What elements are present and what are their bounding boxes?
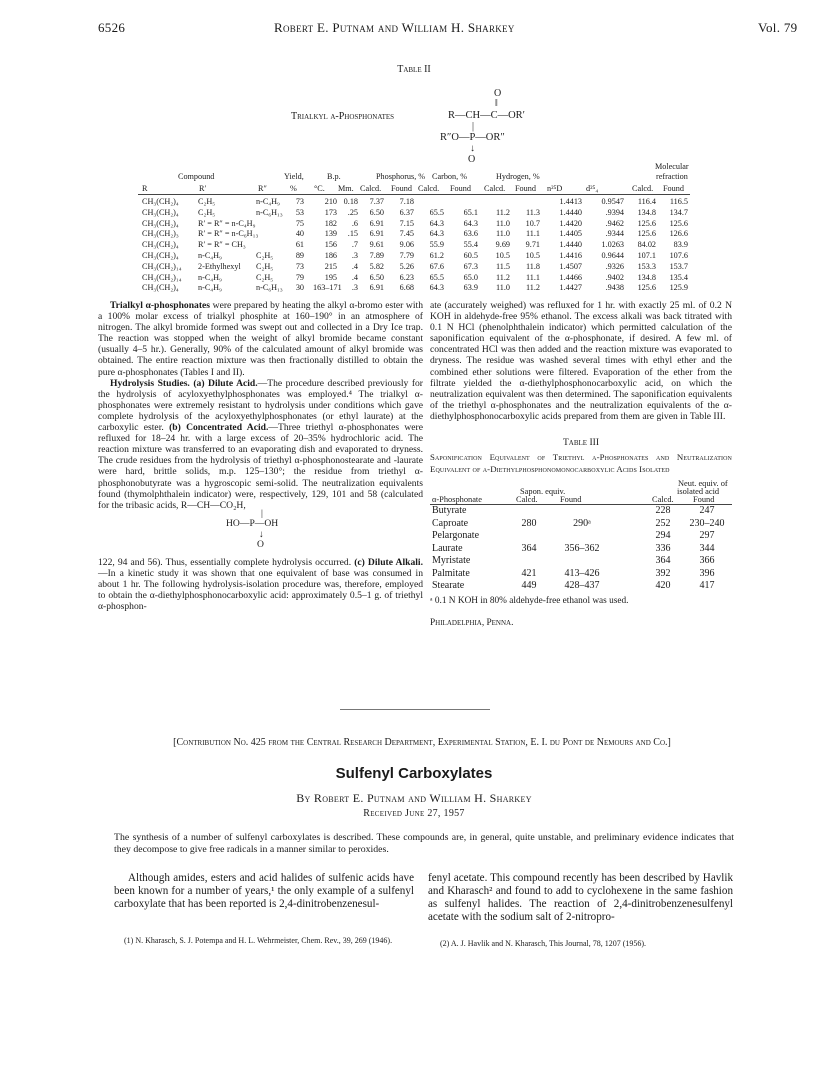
table-cell: 215 [324, 261, 337, 271]
header-neut2: isolated acid [677, 487, 720, 497]
table-cell: .4 [351, 261, 358, 271]
header-bp: B.p. [327, 172, 341, 181]
table3-caption: Saponification Equivalent of Triethyl α-Phosphonates and Neutralization Equivalent of α-Diethylphosphonomonocarboxylic Acids Isolated [430, 452, 732, 475]
table-cell: 1.4440 [559, 240, 582, 250]
table-cell: 64.3 [429, 283, 444, 293]
section-divider [340, 709, 490, 710]
header-mr-calcd: Calcd. [632, 184, 654, 193]
table-cell: 135.4 [669, 272, 688, 282]
table-cell: 10.5 [495, 250, 510, 260]
table-cell: 79 [295, 272, 304, 282]
location: Philadelphia, Penna. [430, 617, 514, 628]
header-yield: Yield, [284, 172, 304, 181]
table-cell: CH₃(CH₂)₄ [142, 197, 179, 206]
table-cell: R′ = R″ = n-C₆H₁₃ [198, 229, 259, 239]
table-cell: 6.91 [369, 218, 384, 228]
table-cell: 83.9 [673, 240, 688, 250]
table-cell: 156 [324, 240, 337, 250]
table-cell: 0.9644 [601, 250, 624, 260]
received-date: Received June 27, 1957 [363, 808, 465, 819]
table-cell: 134.7 [669, 207, 688, 217]
table-cell: 65.0 [463, 272, 478, 282]
table-cell: 9.71 [525, 240, 540, 250]
paragraph-head: Hydrolysis Studies. [110, 377, 190, 389]
table-cell: 63.9 [463, 283, 478, 293]
header-neut-calcd: Calcd. [652, 495, 674, 505]
table-cell: 134.8 [637, 207, 656, 217]
table-cell: .25 [347, 207, 358, 217]
header-mr-mid: refraction [656, 172, 688, 181]
table-cell: 30 [295, 283, 304, 293]
table-cell: 392 [655, 567, 671, 579]
paragraph-text: —Three triethyl α-phosphonates were refluxed for 18–24 hr. with a large excess of 20–35% hydrochloric acid. The reaction mixture was transferred to an evaporating dish and evaporated to dryness. The crude residues from the hydrolysis of triethyl α-phosphonostearate and -laurate were hard, brittle solids, m.p. 125–130°; the residue from triethyl α-phosphonobutyrate was a hygroscopic semi-solid. The neutralization equivalents found (thymolphthalein indicator) were, respectively, 129, 101 and 58 (calculated for the tribasic acids, R—CH—CO₂H, [98, 422, 423, 511]
table-cell: 11.5 [495, 261, 510, 271]
table-cell: 9.61 [369, 240, 384, 250]
table-cell: .9326 [605, 261, 624, 271]
table-cell: 84.02 [637, 240, 656, 250]
table-cell: .3 [351, 250, 358, 260]
header-h-calcd: Calcd. [484, 184, 506, 193]
inline-formula [98, 507, 423, 557]
formula-line: HO—P—OH [226, 517, 279, 529]
table-cell: 252 [655, 517, 671, 529]
running-title: Robert E. Putnam and William H. Sharkey [274, 20, 515, 35]
table-cell: 55.4 [463, 240, 478, 250]
table-cell: .9394 [605, 207, 624, 217]
table-cell: .9438 [605, 283, 624, 293]
table-row [138, 251, 690, 262]
table-cell: n-C₄H₉ [198, 272, 222, 282]
table-cell: Caproate [432, 517, 469, 529]
table-cell: 247 [699, 505, 715, 517]
article-authors: By Robert E. Putnam and William H. Sharkey [296, 791, 532, 805]
table-cell: 421 [521, 567, 537, 579]
table-cell: 11.2 [525, 283, 540, 293]
table-cell: C₂H₅ [198, 197, 216, 206]
table-cell: 9.69 [495, 240, 510, 250]
table-cell: 396 [699, 567, 715, 579]
table-cell: 5.26 [399, 261, 414, 271]
table-cell: Myristate [432, 555, 471, 567]
table-cell: 7.37 [369, 197, 384, 206]
table-cell: 230–240 [689, 517, 725, 529]
table3-footnote: ᵃ 0.1 N KOH in 80% aldehyde-free ethanol was used. [430, 595, 629, 606]
header-r: R [142, 184, 148, 193]
left-column [98, 300, 423, 612]
table-cell: 1.4440 [559, 207, 582, 217]
table-cell: 210 [324, 197, 337, 206]
header-nd: n²⁵D [547, 184, 563, 193]
table-cell: 7.89 [369, 250, 384, 260]
table-row [430, 530, 732, 543]
table-cell: 10.7 [525, 218, 540, 228]
table-cell: 116.4 [637, 197, 656, 206]
table-cell: 290ᵃ [573, 517, 591, 529]
table-cell: 7.15 [399, 218, 414, 228]
table-cell: n-C₄H₉ [256, 197, 280, 206]
table-cell: 11.2 [495, 272, 510, 282]
table-cell: R′ = R″ = CH₃ [198, 240, 246, 250]
table-cell: Laurate [432, 542, 463, 554]
table-cell: 75 [295, 218, 304, 228]
table-cell: 134.8 [637, 272, 656, 282]
table-cell: 6.50 [369, 207, 384, 217]
table-cell: 153.3 [637, 261, 656, 271]
table-cell: 1.4427 [559, 283, 582, 293]
header-phosphorus: Phosphorus, % [376, 172, 426, 181]
formula-line2: R″O—P—OR″ [440, 132, 505, 143]
table-cell: 195 [324, 272, 337, 282]
table-row [430, 543, 732, 556]
table-cell: C₂H₅ [198, 207, 216, 217]
table-cell: 0.9547 [601, 197, 624, 206]
table-cell: 7.45 [399, 229, 414, 239]
table-cell: 55.9 [429, 240, 444, 250]
table-cell: 297 [699, 530, 715, 542]
table2-body [138, 197, 690, 294]
table-row [138, 273, 690, 284]
paragraph-text: were prepared by heating the alkyl α-bromo ester with a 100% molar excess of trialkyl phosphite at 160–190° in an atmosphere of nitrogen. The alkyl bromide formed was swept out and collected in a Dry Ice trap. The reaction was stopped when the weight of alkyl bromide became constant (usually 4–5 hr.). Generally, 90% of the calculated amount of alkyl bromide was obtained. The entire reaction mixture was then fractionally distilled to obtain the pure α-phosphonates (Tables I and II). [98, 300, 423, 378]
table-cell: 61 [295, 240, 304, 250]
table-cell: 428–437 [564, 580, 600, 592]
table-row [138, 262, 690, 273]
table3-body [430, 505, 732, 593]
subhead-dilute-alkali: (c) Dilute Alkali. [354, 556, 423, 568]
table-cell: 11.1 [525, 272, 540, 282]
formula-arrow: ↓ [259, 528, 264, 540]
table-cell: 11.3 [525, 207, 540, 217]
header-compound: Compound [178, 172, 215, 181]
table-cell: CH₃(CH₂)₁₄ [142, 272, 182, 282]
contribution-note: [Contribution No. 425 from the Central Research Department, Experimental Station, E. I. du Pont de Nemours and Co.] [173, 737, 671, 748]
right-column [430, 300, 732, 628]
table-cell: CH₃(CH₂)₄ [142, 250, 179, 260]
table-cell: 294 [655, 530, 671, 542]
header-r2: R″ [258, 184, 267, 193]
header-c-calcd: Calcd. [418, 184, 440, 193]
header-sapon-found: Found [560, 495, 582, 505]
table-cell: CH₃(CH₂)₄ [142, 207, 179, 217]
page-number: 6526 [98, 20, 126, 35]
table-cell: 11.0 [495, 283, 510, 293]
header-neut-found: Found [693, 495, 715, 505]
table-cell: .9402 [605, 272, 624, 282]
table-cell: Pelargonate [432, 530, 480, 542]
table-row [138, 208, 690, 219]
table-cell: 6.37 [399, 207, 414, 217]
volume-number: Vol. 79 [758, 20, 798, 35]
table2-caption: Trialkyl α-Phosphonates [291, 111, 395, 122]
table-cell: 60.5 [463, 250, 478, 260]
header-sapon: Sapon. equiv. [520, 487, 566, 497]
table-cell: 64.3 [463, 218, 478, 228]
article-title: Sulfenyl Carboxylates [335, 765, 493, 782]
table-row [138, 283, 690, 294]
table-row [430, 580, 732, 593]
footnote-1: (1) N. Kharasch, S. J. Potempa and H. L. Wehrmeister, Chem. Rev., 39, 269 (1946). [124, 936, 393, 945]
table-cell: 125.6 [637, 218, 656, 228]
table-row [430, 555, 732, 568]
header-sapon-calcd: Calcd. [516, 495, 538, 505]
formula-oxygen-bottom: O [468, 154, 476, 165]
table-cell: 1.4413 [559, 197, 582, 206]
paragraph-saponification: ate (accurately weighed) was refluxed for 1 hr. with exactly 25 ml. of 0.2 N KOH in aldehyde-free 95% ethanol. The excess alkali was back titrated with 0.1 N HCl (phenolphthalein indicator) which permitted calculation of the saponification equivalent of the α-phosphonate, if desired. A few ml. of concentrated HCl was then added and the reaction mixture was evaporated to dryness. The residue was washed several times with ethyl ether and the combined ether solutions were filtered. Evaporation of the ether from the filtrate yielded the α-diethylphosphonocarboxylic acid, on which the neutralization equivalent was then determined. The saponification equivalents of the triethyl α-phosphonates and the neutralization equivalents of the α-diethylphosphonocarboxylic acids prepared from them are given in Table III. [430, 300, 732, 422]
table-cell: Palmitate [432, 567, 470, 579]
table-cell: 107.6 [669, 250, 688, 260]
body-right: fenyl acetate. This compound recently has been described by Havlik and Kharasch² and found to add to cyclohexene in the same fashion as sulfenyl halides. The reaction of 2,4-dinitrobenzenesulfenyl acetate with the sodium salt of 2-nitropro- [428, 872, 733, 923]
paragraph-text: —The procedure described previously for the hydrolysis of acyloxyethylphosphonates was employed.⁴ The trialkyl α-phosphonates were extremely resistant to hydrolysis under conditions which gave complete hydrolysis of the acyloxyethylphosphonates (or ethyl laurate) at the carboxylic ester. [98, 377, 424, 434]
table-cell: 139 [324, 229, 337, 239]
table-row [430, 518, 732, 531]
table-cell: 10.5 [525, 250, 540, 260]
table-row [138, 229, 690, 240]
table-cell: 344 [699, 542, 715, 554]
table-cell: 53 [295, 207, 304, 217]
table-cell: 280 [521, 517, 537, 529]
table-cell: n-C₄H₉ [198, 250, 222, 260]
table-cell: 73 [295, 261, 304, 271]
table-cell: 67.3 [463, 261, 478, 271]
footnote-2: (2) A. J. Havlik and N. Kharasch, This Journal, 78, 1207 (1956). [440, 939, 647, 948]
table-cell: 7.79 [399, 250, 414, 260]
body-left: Although amides, esters and acid halides of sulfenic acids have been known for a number of years,¹ the only example of a sulfenyl carboxylate that has been reported is 2,4-dinitrobenzenesul- [114, 872, 414, 910]
table-cell: 116.5 [669, 197, 688, 206]
paragraph-head: Trialkyl α-phosphonates [110, 300, 211, 311]
table-cell: 9.06 [399, 240, 414, 250]
table-cell: 65.5 [429, 272, 444, 282]
table-cell: 2-Ethylhexyl [198, 261, 241, 271]
table-cell: 6.91 [369, 283, 384, 293]
table-cell: .3 [351, 283, 358, 293]
table-cell: CH₃(CH₂)₁₄ [142, 261, 182, 271]
table-cell: 125.6 [637, 229, 656, 239]
formula-oxygen: O [257, 538, 264, 550]
table-cell: 40 [295, 229, 304, 239]
table3-label: Table III [562, 437, 600, 449]
header-carbon: Carbon, % [432, 172, 468, 181]
header-d: d²⁵₄ [586, 184, 599, 193]
table-cell: .6 [351, 218, 358, 228]
table-cell: 228 [655, 505, 671, 517]
formula-bar: | [261, 507, 263, 519]
paragraph-text: 122, 94 and 56). Thus, essentially complete hydrolysis occurred. [98, 556, 352, 568]
table-cell: CH₃(CH₂)₄ [142, 240, 179, 250]
table-cell: 1.0263 [601, 240, 624, 250]
header-r1: R′ [199, 184, 207, 193]
table-cell: R′ = R″ = n-C₄H₉ [198, 218, 256, 228]
table-cell: 11.2 [495, 207, 510, 217]
table-cell: 186 [324, 250, 337, 260]
header-bp-c: °C. [314, 184, 325, 193]
formula-line1: R—CH—C—OR′ [448, 110, 525, 121]
table-cell: n-C₆H₁₃ [256, 207, 283, 217]
table-cell: 417 [699, 580, 715, 592]
table-cell: 73 [295, 197, 304, 206]
table-cell: 364 [655, 555, 671, 567]
table-cell: C₂H₅ [256, 261, 274, 271]
paragraph-hydrolysis-cont [98, 557, 423, 612]
table-cell: 126.6 [669, 229, 688, 239]
table-cell: .4 [351, 272, 358, 282]
subhead-dilute-acid: (a) Dilute Acid. [193, 377, 258, 389]
paragraph-text: —In a kinetic study it was shown that one equivalent of base was consumed in about 1 hr. The following hydrolysis-isolation procedure was, therefore, employed to obtain the α-diethylphosphonocarboxylic acid: approximately 0.5–1 g. of triethyl α-phosphon- [98, 567, 423, 613]
abstract: The synthesis of a number of sulfenyl carboxylates is described. These compounds are, in general, quite unstable, and preliminary evidence indicates that they decompose to give free radicals in a manner similar to peroxides. [114, 832, 734, 855]
table-cell: .9344 [605, 229, 624, 239]
table-cell: CH₃(CH₂)₃ [142, 229, 179, 239]
table-cell: 413–426 [564, 567, 600, 579]
table-cell: 420 [655, 580, 671, 592]
table-cell: 11.0 [495, 229, 510, 239]
header-p-calcd: Calcd. [360, 184, 382, 193]
table-cell: 67.6 [429, 261, 444, 271]
table-row [138, 219, 690, 230]
table-cell: 89 [295, 250, 304, 260]
table-cell: 64.3 [429, 218, 444, 228]
header-c-found: Found [450, 184, 471, 193]
table-cell: 163–171 [313, 283, 342, 293]
table-cell: .15 [347, 229, 358, 239]
header-neut1: Neut. equiv. of [678, 479, 728, 489]
header-yield-unit: % [290, 184, 297, 193]
table-cell: 11.8 [525, 261, 540, 271]
table-cell: 5.82 [369, 261, 384, 271]
table-cell: CH₃(CH₂)₄ [142, 218, 179, 228]
table-row [138, 240, 690, 251]
table-cell: n-C₆H₁₃ [256, 283, 283, 293]
table-cell: CH₃(CH₂)₄ [142, 283, 179, 293]
table-cell: .9462 [605, 218, 624, 228]
table-cell: 1.4466 [559, 272, 582, 282]
table3-header [430, 479, 732, 505]
table-cell: 1.4416 [559, 250, 582, 260]
table-cell: 1.4507 [559, 261, 582, 271]
paragraph-trialkyl [98, 300, 423, 378]
header-mr-found: Found [663, 184, 684, 193]
table-cell: 356–362 [564, 542, 600, 554]
table-cell: Stearate [432, 580, 465, 592]
table-cell: 1.4405 [559, 229, 582, 239]
table-cell: 6.50 [369, 272, 384, 282]
table-cell: 153.7 [669, 261, 688, 271]
table2-header-rule [138, 194, 690, 195]
table-cell: 11.0 [495, 218, 510, 228]
formula-arrow: ↓ [470, 143, 475, 154]
table-cell: .7 [351, 240, 358, 250]
table-cell: 364 [521, 542, 537, 554]
header-mr-top: Molecular [655, 162, 689, 171]
table-row [430, 568, 732, 581]
table-cell: 182 [324, 218, 337, 228]
header-hydrogen: Hydrogen, % [496, 172, 540, 181]
table-cell: Butyrate [432, 505, 467, 517]
table2-label: Table II [397, 64, 431, 75]
table-cell: C₂H₅ [256, 272, 274, 282]
table-cell: 6.91 [369, 229, 384, 239]
table-cell: 65.5 [429, 207, 444, 217]
table-row [430, 505, 732, 518]
table-cell: 11.1 [525, 229, 540, 239]
formula-bond: | [472, 121, 475, 132]
table-cell: 173 [324, 207, 337, 217]
table-cell: 7.18 [399, 197, 414, 206]
formula-oxygen-top: O [494, 88, 502, 99]
table-cell: 0.18 [343, 197, 358, 206]
table-cell: C₂H₅ [256, 250, 274, 260]
table-cell: 336 [655, 542, 671, 554]
formula-double-bond: ‖ [495, 98, 498, 109]
header-p-found: Found [391, 184, 412, 193]
table-cell: 449 [521, 580, 537, 592]
table-cell: 6.23 [399, 272, 414, 282]
table-cell: 366 [699, 555, 715, 567]
table-cell: 63.6 [463, 229, 478, 239]
header-h-found: Found [515, 184, 536, 193]
table-cell: 125.6 [637, 283, 656, 293]
table-cell: 6.68 [399, 283, 414, 293]
table-cell: 1.4420 [559, 218, 582, 228]
table-cell: 125.9 [669, 283, 688, 293]
table-cell: 61.2 [429, 250, 444, 260]
header-phosphonate: α-Phosphonate [432, 495, 482, 505]
table-cell: 125.6 [669, 218, 688, 228]
header-bp-mm: Mm. [338, 184, 354, 193]
table-cell: 64.3 [429, 229, 444, 239]
table-cell: 65.1 [463, 207, 478, 217]
table-cell: 107.1 [637, 250, 656, 260]
subhead-concentrated-acid: (b) Concentrated Acid. [169, 422, 269, 434]
table-row [138, 197, 690, 208]
table-cell: n-C₄H₉ [198, 283, 222, 293]
paragraph-hydrolysis [98, 378, 423, 511]
